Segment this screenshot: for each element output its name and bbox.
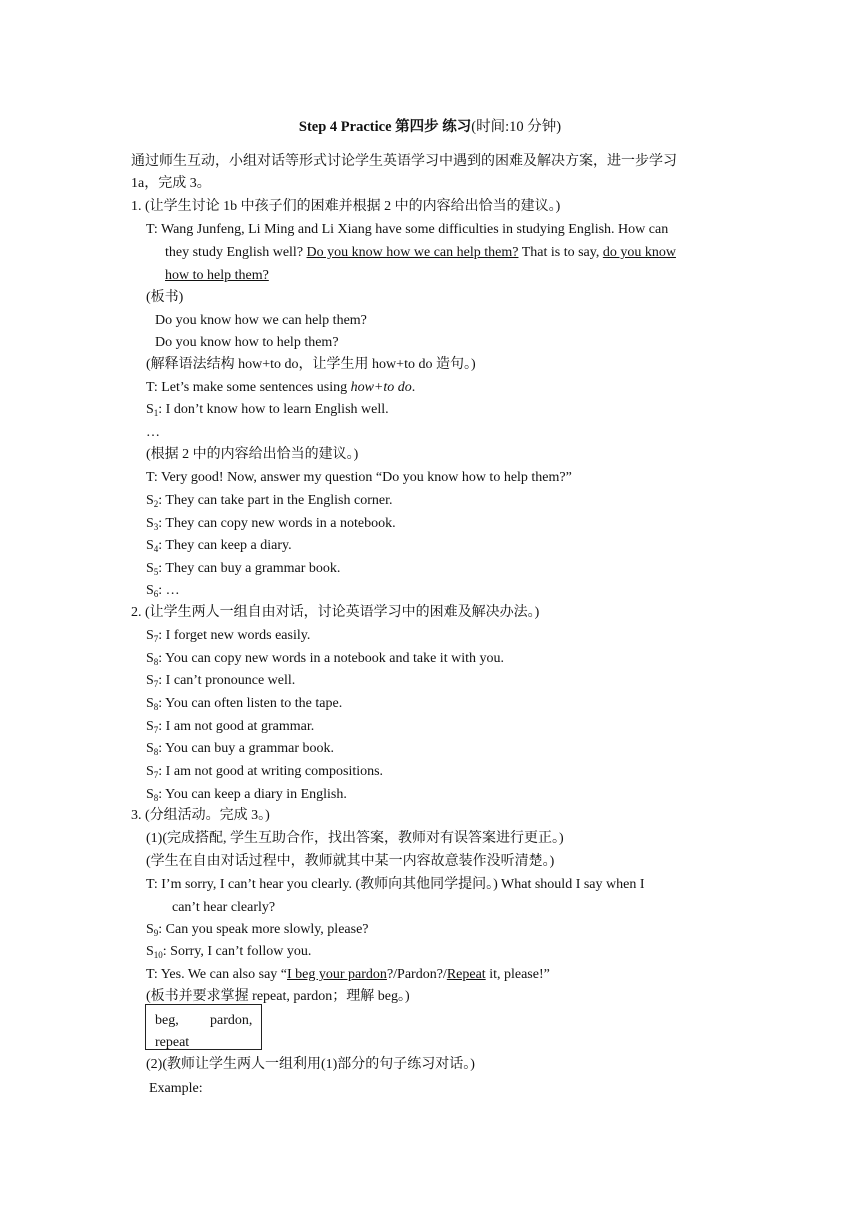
speaker-number: 8: [153, 747, 159, 757]
text-span: : I forget new words easily.: [158, 628, 311, 643]
speaker-number: 7: [153, 634, 159, 644]
speaker-label: S: [146, 538, 154, 553]
text-span: : You can keep a diary in English.: [158, 787, 347, 802]
title-chinese: 第四步 练习: [395, 119, 472, 135]
text-span: : They can copy new words in a notebook.: [158, 516, 396, 531]
speaker-number: 8: [153, 702, 159, 712]
vocab-row: [155, 1033, 189, 1053]
speaker-number: 7: [153, 725, 159, 735]
advice-note: (根据 2 中的内容给出恰当的建议。): [146, 447, 359, 462]
text-span: they study English well?: [165, 245, 307, 260]
speaker-number: 3: [153, 522, 159, 532]
student-line: [146, 514, 396, 534]
example-label: Example:: [149, 1081, 203, 1096]
title-time: (时间:10 分钟): [471, 119, 562, 135]
section-1-heading: 1. (让学生讨论 1b 中孩子们的困难并根据 2 中的内容给出恰当的建议。): [131, 199, 561, 214]
title-english: Step 4 Practice: [298, 119, 392, 135]
student-line: [146, 559, 340, 579]
text-span: : Can you speak more slowly, please?: [158, 922, 369, 937]
speaker-number: 6: [153, 589, 159, 599]
instruction-line: (学生在自由对话过程中，教师就其中某一内容故意装作没听清楚。): [146, 854, 555, 869]
vocab-word: beg,: [155, 1013, 179, 1028]
student-line: [146, 920, 369, 940]
text-span: it, please!”: [485, 967, 550, 982]
speaker-number: 1: [153, 408, 159, 418]
text-span: : …: [158, 583, 180, 598]
teacher-line: T: Very good! Now, answer my question “Do you know how to help them?”: [146, 470, 572, 485]
student-line: [146, 671, 295, 691]
speaker-label: S: [146, 719, 154, 734]
underlined-question: Do you know how we can help them?: [306, 245, 519, 260]
speaker-number: 4: [153, 544, 159, 554]
intro-line-2: 1a，完成 3。: [131, 176, 211, 191]
instruction-line: (1)(完成搭配, 学生互助合作，找出答案，教师对有误答案进行更正。): [146, 831, 564, 846]
student-line: [146, 739, 334, 759]
student-line: [146, 536, 292, 556]
vocabulary-box: [145, 1004, 262, 1050]
intro-line-1: 通过师生互动，小组对话等形式讨论学生英语学习中遇到的困难及解决方案，进一步学习: [131, 154, 677, 169]
ellipsis: …: [146, 425, 160, 440]
speaker-number: 9: [153, 928, 159, 938]
teacher-line: T: I’m sorry, I can’t hear you clearly. (教师向其他同学提问。) What should I say when I: [146, 877, 645, 892]
text-span: : I can’t pronounce well.: [158, 673, 296, 688]
text-span: .: [411, 380, 416, 395]
speaker-number: 8: [153, 793, 159, 803]
italic-term: how+to do: [350, 380, 412, 395]
text-span: : I am not good at writing compositions.: [158, 764, 384, 779]
text-span: : You can buy a grammar book.: [158, 741, 335, 756]
text-span: : They can buy a grammar book.: [158, 561, 341, 576]
speaker-label: S: [146, 764, 154, 779]
vocab-row: [155, 1011, 255, 1031]
board-note: (板书并要求掌握 repeat, pardon；理解 beg。): [146, 989, 410, 1004]
speaker-number: 7: [153, 770, 159, 780]
text-span: : I am not good at grammar.: [158, 719, 315, 734]
student-line: [146, 491, 392, 511]
instruction-line: (2)(教师让学生两人一组利用(1)部分的句子练习对话。): [146, 1057, 475, 1072]
text-span: : Sorry, I can’t follow you.: [162, 944, 312, 959]
underlined-question: do you know: [602, 245, 676, 260]
text-span: T: Let’s make some sentences using: [146, 380, 351, 395]
step-title: [0, 117, 860, 137]
speaker-label: S: [146, 741, 154, 756]
text-span: That is to say,: [518, 245, 603, 260]
speaker-label: S: [146, 787, 154, 802]
student-line: [146, 649, 504, 669]
teacher-line-cont: can’t hear clearly?: [172, 900, 276, 915]
speaker-number: 7: [153, 679, 159, 689]
text-span: ?/Pardon?/: [386, 967, 447, 982]
teacher-line-cont: [165, 243, 676, 263]
speaker-label: S: [146, 402, 154, 417]
board-sentence-1: Do you know how we can help them?: [155, 313, 367, 328]
speaker-label: S: [146, 493, 154, 508]
text-span: : They can take part in the English corner.: [158, 493, 393, 508]
section-2-heading: 2. (让学生两人一组自由对话，讨论英语学习中的困难及解决办法。): [131, 605, 540, 620]
student-line: [146, 762, 383, 782]
speaker-label: S: [146, 628, 154, 643]
speaker-number: 8: [153, 657, 159, 667]
speaker-label: S: [146, 696, 154, 711]
speaker-label: S: [146, 516, 154, 531]
speaker-label: S: [146, 922, 154, 937]
speaker-number: 2: [153, 499, 159, 509]
text-span: : I don’t know how to learn English well.: [158, 402, 389, 417]
grammar-note: (解释语法结构 how+to do，让学生用 how+to do 造句。): [146, 357, 476, 372]
underlined-phrase: I beg your pardon: [287, 967, 387, 982]
speaker-label: S: [146, 583, 154, 598]
speaker-label: S: [146, 673, 154, 688]
underlined-phrase: Repeat: [446, 967, 486, 982]
board-label: (板书): [146, 290, 184, 305]
student-line: [146, 942, 311, 962]
teacher-line: [146, 965, 550, 985]
student-line: [146, 694, 342, 714]
student-line: [146, 785, 347, 805]
vocab-word: pardon,: [210, 1013, 253, 1028]
board-sentence-2: Do you know how to help them?: [155, 335, 339, 350]
student-line: [146, 400, 389, 420]
underlined-question-cont: how to help them?: [165, 268, 269, 283]
section-3-heading: 3. (分组活动。完成 3。): [131, 808, 270, 823]
text-span: : You can often listen to the tape.: [158, 696, 343, 711]
student-line: [146, 581, 180, 601]
teacher-line: T: Wang Junfeng, Li Ming and Li Xiang have some difficulties in studying English. How can: [146, 222, 669, 237]
speaker-label: S: [146, 944, 154, 959]
speaker-number: 10: [153, 950, 163, 960]
student-line: [146, 717, 314, 737]
speaker-label: S: [146, 651, 154, 666]
speaker-number: 5: [153, 567, 159, 577]
student-line: [146, 626, 310, 646]
text-span: : You can copy new words in a notebook and take it with you.: [158, 651, 504, 666]
text-span: T: Yes. We can also say “: [146, 967, 288, 982]
speaker-label: S: [146, 561, 154, 576]
vocab-word: repeat: [155, 1035, 190, 1050]
teacher-line: [146, 378, 415, 398]
text-span: : They can keep a diary.: [158, 538, 292, 553]
